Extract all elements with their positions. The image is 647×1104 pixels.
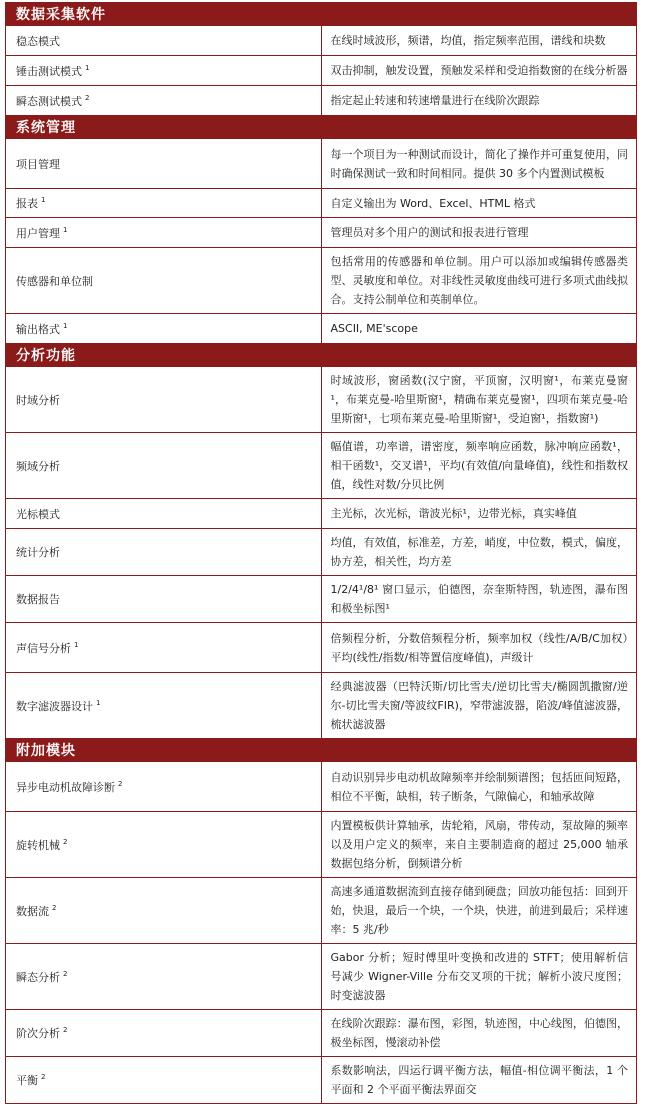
feature-name: 瞬态分析 — [16, 970, 60, 984]
section-title: 附加模块 — [6, 739, 637, 762]
footnote-marker: 2 — [85, 93, 90, 102]
feature-name-cell — [6, 576, 322, 623]
feature-description: 高速多通道数据流到直接存储到硬盘；回放功能包括：回到开始，快退，最后一个块，一个块，快进，前进到最后；采样速率：5 兆/秒 — [321, 878, 637, 944]
feature-name-cell — [6, 673, 322, 739]
feature-name: 时域分析 — [16, 393, 60, 407]
section-title: 系统管理 — [6, 116, 637, 139]
spec-row — [6, 189, 637, 218]
feature-description: 指定起止转速和转速增量进行在线阶次跟踪 — [321, 86, 637, 116]
feature-name-cell — [6, 1057, 322, 1104]
feature-description: 双击抑制，触发设置，预触发采样和受迫指数窗的在线分析器 — [321, 56, 637, 86]
feature-description: 经典滤波器（巴特沃斯/切比雪夫/逆切比雪夫/椭圆凯撒窗/逆尔-切比雪夫窗/等波纹FIR)，窄带滤波器，陷波/峰值滤波器，梳状滤波器 — [321, 673, 637, 739]
feature-name-cell — [6, 248, 322, 314]
spec-table — [5, 2, 637, 1104]
feature-description: 幅值谱，功率谱，谱密度，频率响应函数，脉冲响应函数¹，相干函数¹，交叉谱¹，平均(有效值/向量峰值)，线性和指数权值，线性对数/分贝比例 — [321, 433, 637, 499]
feature-name: 旋转机械 — [16, 838, 60, 852]
footnote-marker: 1 — [96, 698, 101, 707]
feature-name: 数据报告 — [16, 593, 60, 606]
section-title: 数据采集软件 — [6, 3, 637, 26]
spec-row — [6, 812, 637, 878]
feature-name: 光标模式 — [16, 507, 60, 521]
footnote-marker: 2 — [63, 837, 68, 846]
section-header — [6, 116, 637, 139]
section-header — [6, 344, 637, 367]
spec-row — [6, 944, 637, 1010]
spec-row — [6, 86, 637, 116]
spec-row — [6, 762, 637, 812]
spec-row — [6, 248, 637, 314]
feature-description: 在线时域波形，频谱，均值，指定频率范围，谱线和块数 — [321, 26, 637, 56]
spec-row — [6, 1057, 637, 1104]
feature-name-cell — [6, 86, 322, 116]
spec-row — [6, 26, 637, 56]
spec-row — [6, 529, 637, 576]
feature-name: 数据流 — [16, 904, 49, 918]
footnote-marker: 2 — [52, 903, 57, 912]
feature-description: ASCII, ME'scope — [321, 314, 637, 344]
feature-name-cell — [6, 189, 322, 218]
footnote-marker: 2 — [41, 1073, 46, 1081]
feature-name-cell — [6, 623, 322, 673]
spec-row — [6, 673, 637, 739]
feature-name-cell — [6, 878, 322, 944]
feature-description: 自定义输出为 Word、Excel、HTML 格式 — [321, 189, 637, 218]
spec-sheet — [5, 2, 637, 1104]
footnote-marker: 1 — [85, 63, 90, 72]
spec-row — [6, 367, 637, 433]
feature-description: Gabor 分析；短时傅里叶变换和改进的 STFT；使用解析信号减少 Wigner-Ville 分布交叉项的干扰；解析小波尺度图；时变滤波器 — [321, 944, 637, 1010]
feature-description: 自动识别异步电动机故障频率并绘制频谱图；包括匝间短路，相位不平衡，缺相，转子断条，气隙偏心，和轴承故障 — [321, 762, 637, 812]
feature-name: 稳态模式 — [16, 34, 60, 48]
feature-description: 系数影响法，四运行调平衡方法，幅值-相位调平衡法，1 个平面和 2 个平面平衡法界面交 — [321, 1057, 637, 1104]
feature-description: 包括常用的传感器和单位制。用户可以添加或编辑传感器类型、灵敏度和单位。对非线性灵敏度曲线可进行多项式曲线拟合。支持公制单位和英制单位。 — [321, 248, 637, 314]
feature-description: 在线阶次跟踪：瀑布图，彩图，轨迹图，中心线图，伯德图，极坐标图，慢滚动补偿 — [321, 1010, 637, 1057]
feature-description: 内置模板供计算轴承，齿轮箱，风扇，带传动，泵故障的频率以及用户定义的频率，来自主要制造商的超过 25,000 轴承数据包络分析，倒频谱分析 — [321, 812, 637, 878]
footnote-marker: 1 — [74, 640, 79, 649]
feature-name-cell — [6, 499, 322, 529]
feature-description: 均值，有效值，标准差，方差，峭度，中位数，模式，偏度，协方差，相关性，均方差 — [321, 529, 637, 576]
feature-name: 项目管理 — [16, 157, 60, 171]
feature-name-cell — [6, 56, 322, 86]
feature-name: 异步电动机故障诊断 — [16, 780, 115, 794]
feature-description: 每一个项目为一种测试而设计，简化了操作并可重复使用，同时确保测试一致和时间相同。提供 30 多个内置测试模板 — [321, 139, 637, 189]
section-header — [6, 739, 637, 762]
spec-row — [6, 499, 637, 529]
feature-name: 锤击测试模式 — [16, 64, 82, 78]
spec-row — [6, 433, 637, 499]
feature-name-cell — [6, 529, 322, 576]
feature-name-cell — [6, 812, 322, 878]
spec-row — [6, 218, 637, 248]
feature-name: 输出格式 — [16, 322, 60, 336]
feature-name-cell — [6, 1010, 322, 1057]
feature-description: 时域波形，窗函数(汉宁窗，平顶窗，汉明窗¹，布莱克曼窗¹，布莱克曼-哈里斯窗¹，精确布莱克曼窗¹，四项布莱克曼-哈里斯窗¹，七项布莱克曼-哈里斯窗¹，受迫窗¹，指数窗¹) — [321, 367, 637, 433]
footnote-marker: 2 — [118, 779, 123, 788]
spec-row — [6, 56, 637, 86]
feature-description: 倍频程分析，分数倍频程分析，频率加权（线性/A/B/C加权）平均(线性/指数/相等置信度峰值)，声级计 — [321, 623, 637, 673]
feature-name: 用户管理 — [16, 226, 60, 240]
feature-name: 传感器和单位制 — [16, 274, 93, 288]
footnote-marker: 1 — [63, 225, 68, 234]
feature-name: 平衡 — [16, 1074, 38, 1087]
feature-name: 阶次分析 — [16, 1027, 60, 1040]
feature-description: 1/2/4¹/8¹ 窗口显示，伯德图，奈奎斯特图，轨迹图，瀑布图和极坐标图¹ — [321, 576, 637, 623]
feature-name-cell — [6, 218, 322, 248]
feature-name: 瞬态测试模式 — [16, 94, 82, 108]
footnote-marker: 1 — [41, 196, 46, 204]
feature-name: 报表 — [16, 197, 38, 210]
feature-name-cell — [6, 433, 322, 499]
spec-row — [6, 878, 637, 944]
spec-row — [6, 576, 637, 623]
spec-row — [6, 139, 637, 189]
footnote-marker: 1 — [63, 321, 68, 330]
feature-name-cell — [6, 314, 322, 344]
footnote-marker: 2 — [63, 1026, 68, 1034]
feature-description: 管理员对多个用户的测试和报表进行管理 — [321, 218, 637, 248]
spec-row — [6, 1010, 637, 1057]
feature-name-cell — [6, 762, 322, 812]
feature-name-cell — [6, 944, 322, 1010]
section-header — [6, 3, 637, 26]
feature-name: 频域分析 — [16, 459, 60, 473]
feature-name-cell — [6, 367, 322, 433]
feature-name: 统计分析 — [16, 546, 60, 559]
feature-name-cell — [6, 26, 322, 56]
feature-description: 主光标，次光标，谐波光标¹，边带光标，真实峰值 — [321, 499, 637, 529]
section-title: 分析功能 — [6, 344, 637, 367]
feature-name: 声信号分析 — [16, 641, 71, 655]
feature-name: 数字滤波器设计 — [16, 699, 93, 713]
footnote-marker: 2 — [63, 969, 68, 978]
spec-row — [6, 623, 637, 673]
spec-row — [6, 314, 637, 344]
feature-name-cell — [6, 139, 322, 189]
